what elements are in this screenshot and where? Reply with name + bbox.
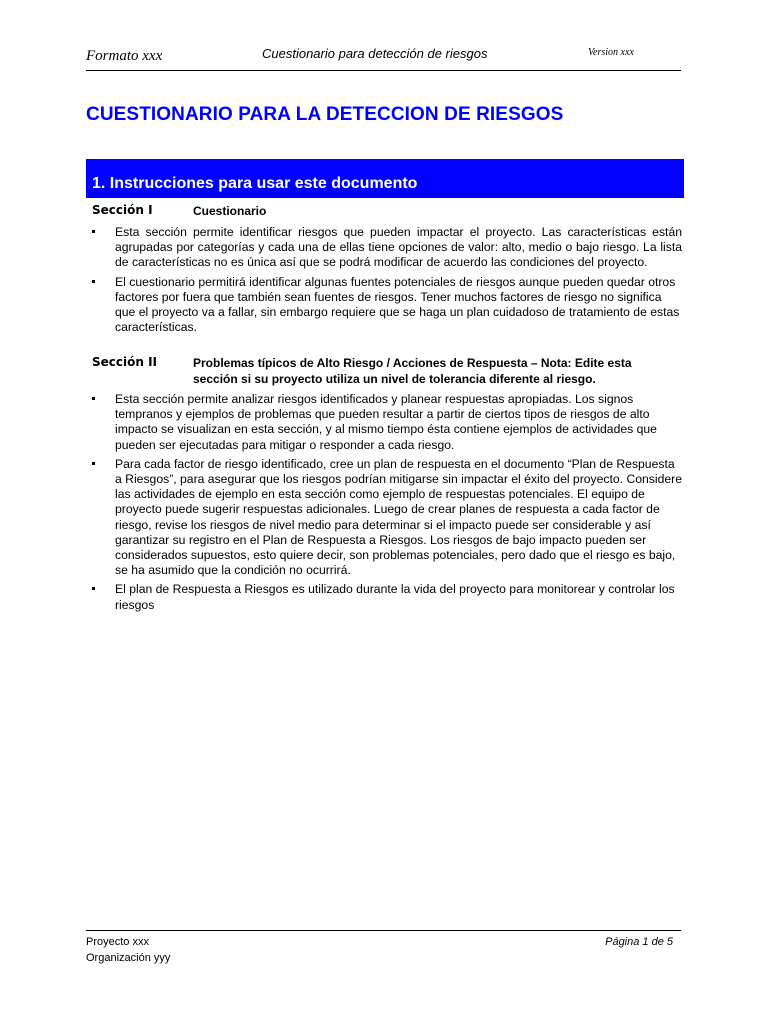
bullet-icon	[92, 230, 95, 233]
section-ii-title: Problemas típicos de Alto Riesgo / Acciones de Respuesta – Nota: Edite esta sección si su proyecto utiliza un nivel de tolerancia diferente al riesgo.	[193, 356, 632, 386]
header-document-title: Cuestionario para detección de riesgos	[262, 46, 488, 61]
section-heading-text: 1. Instrucciones para usar este documento	[92, 175, 418, 192]
bullet-icon	[92, 280, 95, 283]
list-item	[92, 457, 682, 579]
section-ii-label: Sección II	[92, 355, 158, 369]
list-item	[92, 582, 682, 612]
page-footer	[86, 930, 681, 964]
bullet-text: Para cada factor de riesgo identificado, cree un plan de respuesta en el documento “Plan de Respuesta a Riesgos”, para asegurar que los riesgos podrían mitigarse sin impactar el éxito del proyecto. Considere las actividades de ejemplo en esta sección como ejemplo de respuestas potenciales. El equipo de proyecto puede sugerir respuestas adicionales. Luego de crear planes de respuesta a cada factor de riesgo, revise los riesgos de nivel medio para determinar si el impacto puede ser considerable y así garantizar su registro en el Plan de Respuesta a Riesgos. Los riesgos de bajo impacto pueden ser considerados supuestos, esto quiere decir, son problemas potenciales, pero dado que el riesgo es bajo, se ha asumido que la condición no ocurrirá.	[115, 456, 683, 578]
page-header	[86, 44, 681, 71]
footer-page-number: Página 1 de 5	[605, 936, 673, 948]
list-item	[92, 225, 682, 271]
document-title: CUESTIONARIO PARA LA DETECCION DE RIESGOS	[86, 104, 564, 125]
section-i-label: Sección I	[92, 203, 153, 217]
footer-organization: Organización yyy	[86, 952, 171, 964]
list-item	[92, 275, 682, 336]
bullet-text: Esta sección permite analizar riesgos identificados y planear respuestas apropiadas. Los signos tempranos y ejemplos de problemas que pueden resultar a partir de ciertos tipos de riesgos de alto impacto se visualizan en esta sección, y al mismo tiempo ésta contiene ejemplos de actividades que pueden ser ejecutadas para mitigar o responder a cada riesgo.	[115, 392, 657, 452]
bullet-icon	[92, 587, 95, 590]
header-version: Version xxx	[588, 47, 634, 58]
bullet-text: El plan de Respuesta a Riesgos es utilizado durante la vida del proyecto para monitorear y controlar los riesgos	[115, 582, 675, 612]
bullet-icon	[92, 462, 95, 465]
section-i-bullet-list	[92, 225, 682, 339]
bullet-icon	[92, 397, 95, 400]
section-ii-bullet-list	[92, 392, 682, 617]
header-format: Formato xxx	[86, 48, 163, 64]
list-item	[92, 392, 682, 453]
footer-project: Proyecto xxx	[86, 936, 149, 948]
section-heading-bar	[86, 159, 684, 198]
bullet-text: Esta sección permite identificar riesgos que pueden impactar el proyecto. Las características están agrupadas por categorías y cada una de ellas tiene opciones de valor: alto, medio o bajo riesgo. La lista de características no es única así que se podrá modificar de acuerdo las condiciones del proyecto.	[115, 225, 682, 270]
section-i-title: Cuestionario	[193, 204, 267, 218]
bullet-text: El cuestionario permitirá identificar algunas fuentes potenciales de riesgos aunque pueden quedar otros factores por fuera que también sean fuentes de riesgos. Tener muchos factores de riesgo no significa que el proyecto va a fallar, sin embargo requiere que se haga un plan cuidadoso de tratamiento de estas características.	[115, 274, 680, 335]
